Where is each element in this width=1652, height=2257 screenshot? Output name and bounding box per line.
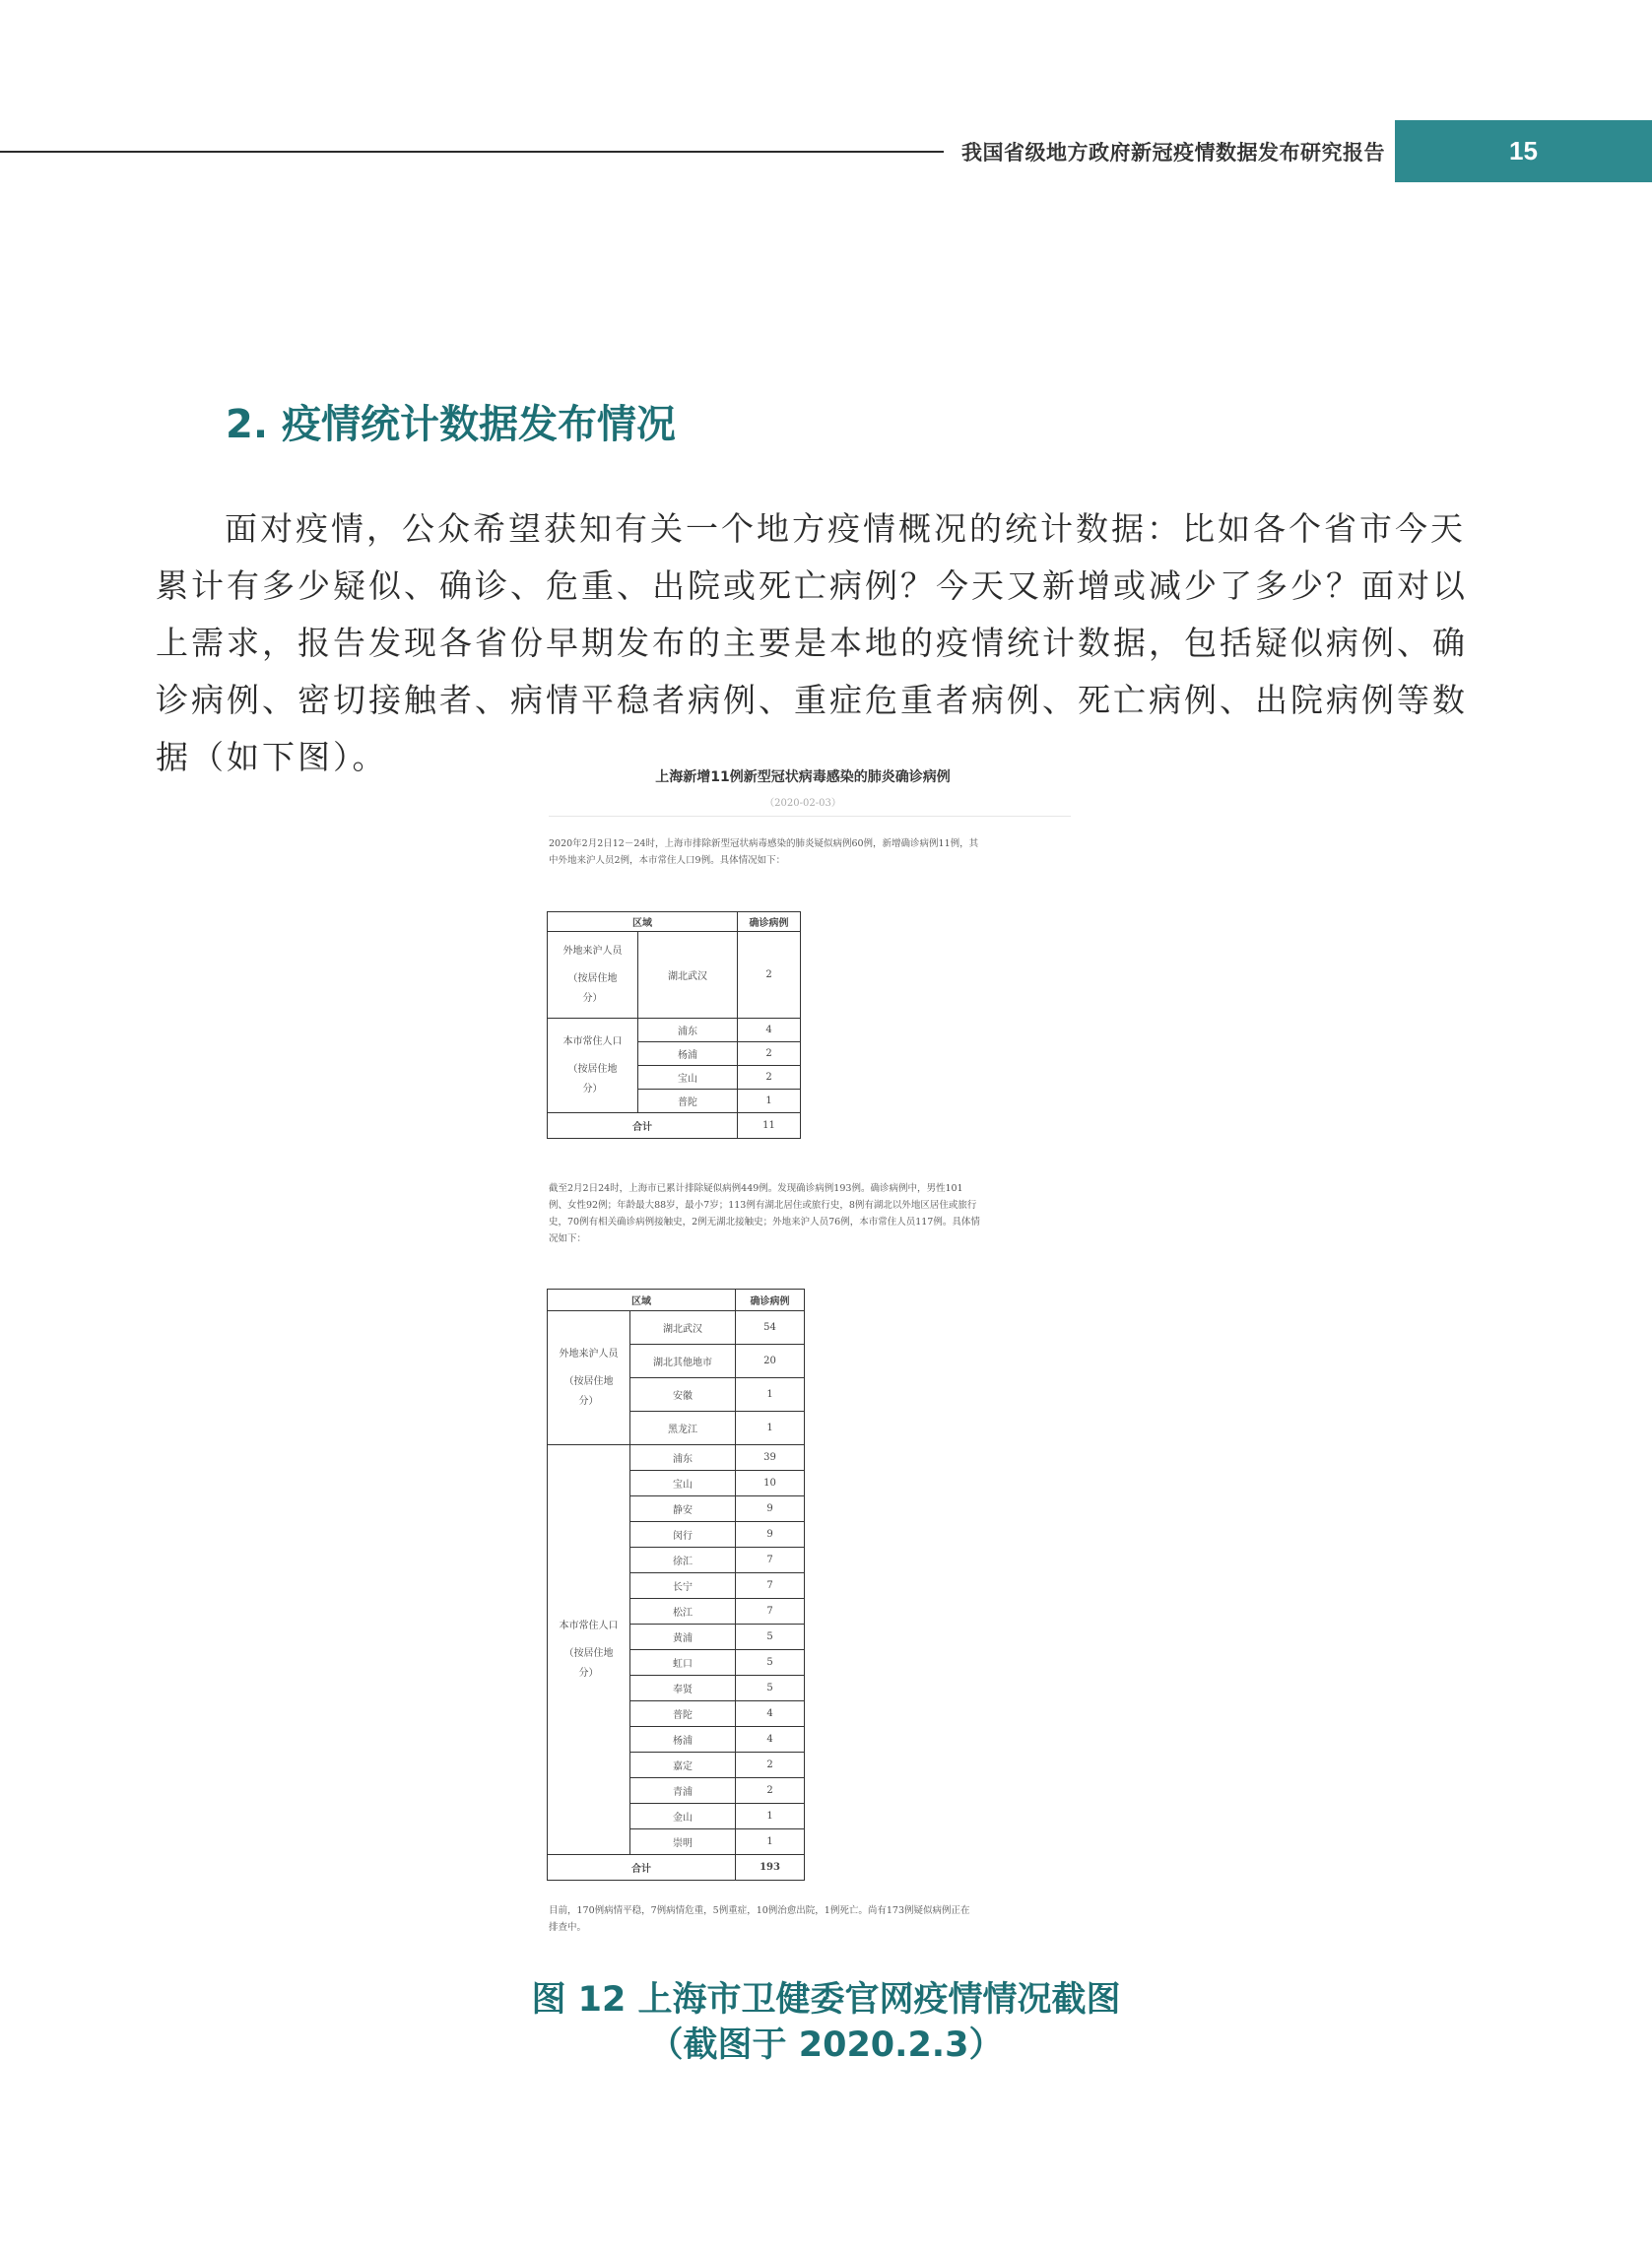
- section-heading: 2. 疫情统计数据发布情况: [226, 402, 676, 447]
- region-group-cell: [548, 1019, 638, 1113]
- screenshot-date: （2020-02-03）: [764, 798, 841, 809]
- screenshot-text-line: 史，70例有相关确诊病例接触史，2例无湖北接触史；外地来沪人员76例，本市常住人员117例。具体情: [549, 1217, 980, 1228]
- screenshot-text-line: 中外地来沪人员2例，本市常住人口9例。具体情况如下：: [549, 855, 786, 866]
- count-cell: 1: [738, 1090, 801, 1113]
- count-cell: 9: [736, 1496, 805, 1522]
- table-row: [548, 1445, 805, 1471]
- district-cell: 黄浦: [630, 1625, 736, 1650]
- figure-caption-date: （截图于 2020.2.3）: [648, 2025, 1004, 2065]
- screenshot-text-line: 截至2月2日24时，上海市已累计排除疑似病例449例。发现确诊病例193例。确诊病例中，男性101: [549, 1183, 963, 1194]
- count-cell: 1: [736, 1804, 805, 1829]
- screenshot-intro: [549, 835, 1081, 869]
- district-cell: 虹口: [630, 1650, 736, 1676]
- district-cell: 杨浦: [638, 1042, 738, 1066]
- count-cell: 2: [736, 1778, 805, 1804]
- district-cell: 湖北武汉: [630, 1311, 736, 1345]
- count-cell: 39: [736, 1445, 805, 1471]
- paragraph-line: 诊病例、密切接触者、病情平稳者病例、重症危重者病例、死亡病例、出院病例等数: [156, 681, 1468, 719]
- region-group-note: 分）: [582, 1083, 603, 1095]
- count-cell: 7: [736, 1573, 805, 1599]
- figure-screenshot: [537, 755, 1089, 1947]
- total-count: 193: [736, 1855, 805, 1881]
- table-total-row: [548, 1113, 801, 1139]
- district-cell: 奉贤: [630, 1676, 736, 1701]
- total-count: 11: [738, 1113, 801, 1139]
- count-cell: 4: [736, 1727, 805, 1753]
- screenshot-text-line: 目前，170例病情平稳，7例病情危重，5例重症，10例治愈出院，1例死亡。尚有173例疑似病例正在: [549, 1905, 970, 1916]
- paragraph-line: 累计有多少疑似、确诊、危重、出院或死亡病例？今天又新增或减少了多少？面对以: [156, 566, 1468, 605]
- page-number: 15: [1509, 136, 1538, 166]
- table-header-row: [548, 1290, 805, 1311]
- paragraph-line: 上需求，报告发现各省份早期发布的主要是本地的疫情统计数据，包括疑似病例、确: [156, 624, 1468, 662]
- region-group-label: 本市常住人口: [562, 1035, 623, 1047]
- district-cell: 宝山: [630, 1471, 736, 1496]
- region-group-cell: [548, 932, 638, 1019]
- count-cell: 54: [736, 1311, 805, 1345]
- region-group-label: 外地来沪人员: [559, 1348, 619, 1360]
- table-header-row: [548, 912, 801, 932]
- page-number-badge: [1395, 120, 1652, 182]
- figure-caption: 图 12 上海市卫健委官网疫情情况截图: [531, 1980, 1121, 2020]
- count-cell: 2: [738, 932, 801, 1019]
- count-cell: 5: [736, 1676, 805, 1701]
- count-cell: 10: [736, 1471, 805, 1496]
- count-cell: 1: [736, 1829, 805, 1855]
- table-header-region: 区域: [548, 1290, 736, 1311]
- count-cell: 2: [738, 1042, 801, 1066]
- screenshot-text-line: 况如下：: [549, 1233, 587, 1244]
- region-group-note: （按居住地: [563, 1647, 614, 1659]
- table-row: [548, 1019, 801, 1042]
- region-group-note: （按居住地: [567, 972, 618, 984]
- case-table-2: [547, 1289, 805, 1881]
- screenshot-summary: [549, 1180, 1081, 1247]
- table-row: [548, 1311, 805, 1345]
- header-rule: [0, 151, 944, 153]
- district-cell: 嘉定: [630, 1753, 736, 1778]
- district-cell: 安徽: [630, 1378, 736, 1412]
- count-cell: 7: [736, 1548, 805, 1573]
- count-cell: 4: [736, 1701, 805, 1727]
- district-cell: 长宁: [630, 1573, 736, 1599]
- district-cell: 黑龙江: [630, 1412, 736, 1445]
- district-cell: 湖北武汉: [638, 932, 738, 1019]
- table-header-count: 确诊病例: [738, 912, 801, 932]
- district-cell: 崇明: [630, 1829, 736, 1855]
- count-cell: 5: [736, 1625, 805, 1650]
- count-cell: 9: [736, 1522, 805, 1548]
- district-cell: 松江: [630, 1599, 736, 1625]
- count-cell: 20: [736, 1345, 805, 1378]
- table-row: [548, 932, 801, 1019]
- paragraph-line: 面对疫情，公众希望获知有关一个地方疫情概况的统计数据：比如各个省市今天: [225, 509, 1466, 548]
- count-cell: 4: [738, 1019, 801, 1042]
- district-cell: 闵行: [630, 1522, 736, 1548]
- district-cell: 金山: [630, 1804, 736, 1829]
- region-group-label: 本市常住人口: [559, 1620, 619, 1631]
- count-cell: 1: [736, 1378, 805, 1412]
- screenshot-divider: [549, 816, 1071, 817]
- count-cell: 1: [736, 1412, 805, 1445]
- district-cell: 浦东: [630, 1445, 736, 1471]
- district-cell: 浦东: [638, 1019, 738, 1042]
- district-cell: 宝山: [638, 1066, 738, 1090]
- region-group-note: （按居住地: [567, 1063, 618, 1075]
- count-cell: 2: [736, 1753, 805, 1778]
- region-group-note: 分）: [578, 1395, 599, 1407]
- case-table-1: [547, 911, 801, 1139]
- table-total-row: [548, 1855, 805, 1881]
- body-paragraph: [156, 500, 1476, 786]
- count-cell: 7: [736, 1599, 805, 1625]
- screenshot-text-line: 2020年2月2日12－24时，上海市排除新型冠状病毒感染的肺炎疑似病例60例，新增确诊病例11例，其: [549, 838, 979, 849]
- region-group-cell: [548, 1311, 630, 1445]
- table-header-region: 区域: [548, 912, 738, 932]
- region-group-note: （按居住地: [563, 1375, 614, 1387]
- screenshot-text-line: 排查中。: [549, 1922, 587, 1933]
- district-cell: 普陀: [638, 1090, 738, 1113]
- total-label: 合计: [548, 1855, 736, 1881]
- count-cell: 5: [736, 1650, 805, 1676]
- region-group-cell: [548, 1445, 630, 1855]
- district-cell: 普陀: [630, 1701, 736, 1727]
- district-cell: 杨浦: [630, 1727, 736, 1753]
- paragraph-line: 据（如下图）。: [156, 738, 388, 776]
- region-group-label: 外地来沪人员: [562, 945, 623, 957]
- report-title: 我国省级地方政府新冠疫情数据发布研究报告: [961, 141, 1385, 165]
- district-cell: 徐汇: [630, 1548, 736, 1573]
- region-group-note: 分）: [578, 1667, 599, 1679]
- screenshot-text-line: 例、女性92例；年龄最大88岁，最小7岁；113例有湖北居住或旅行史，8例有湖北以外地区居住或旅行: [549, 1200, 977, 1211]
- district-cell: 湖北其他地市: [630, 1345, 736, 1378]
- table-header-count: 确诊病例: [736, 1290, 805, 1311]
- total-label: 合计: [548, 1113, 738, 1139]
- count-cell: 2: [738, 1066, 801, 1090]
- screenshot-closing: [549, 1902, 1081, 1936]
- district-cell: 青浦: [630, 1778, 736, 1804]
- district-cell: 静安: [630, 1496, 736, 1522]
- region-group-note: 分）: [582, 992, 603, 1004]
- screenshot-title: 上海新增11例新型冠状病毒感染的肺炎确诊病例: [655, 769, 951, 785]
